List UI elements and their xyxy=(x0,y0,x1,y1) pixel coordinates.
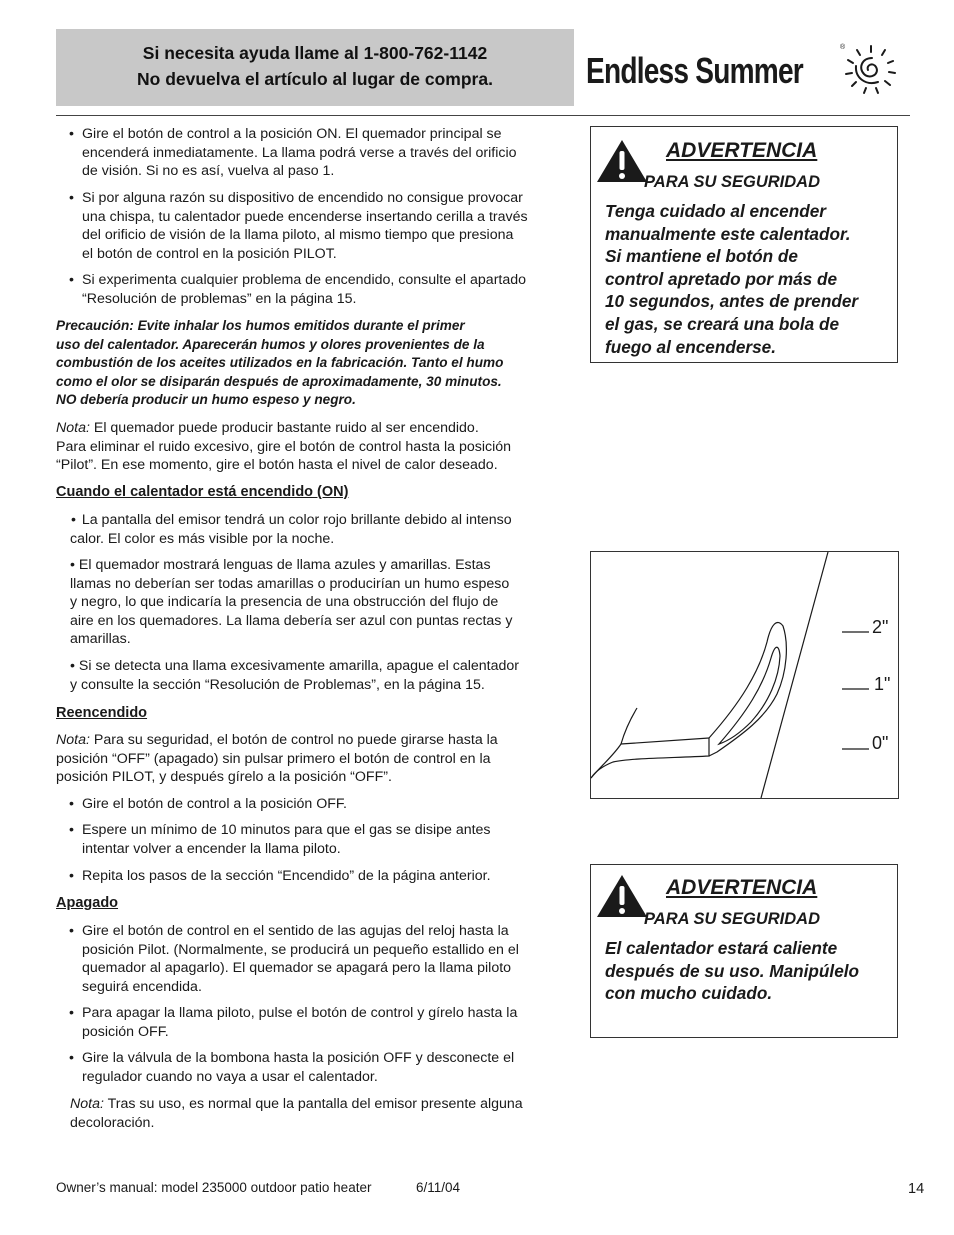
scale-label-0: 0" xyxy=(872,733,889,753)
list-item: • Repita los pasos de la sección “Encendido” de la página anterior. xyxy=(69,868,491,884)
note-paragraph: Nota: Para su seguridad, el botón de control no puede girarse hasta la posición “OFF” (apagado) sin pulsar primero el botón de control en la posición PILOT, y después gírelo a la posición “OFF”. xyxy=(56,732,498,786)
footer-manual-title: Owner’s manual: model 235000 outdoor patio heater xyxy=(56,1180,372,1195)
brand-logo-text: Endless Summer xyxy=(586,50,803,91)
warning-title: ADVERTENCIA xyxy=(666,139,818,162)
list-item: • Gire el botón de control en el sentido de las agujas del reloj hasta la posición Pilot. (Normalmente, se producirá un pequeño estallido en el quemador al apagarlo). El quemador se apagará pero la llama piloto seguirá encendida. xyxy=(69,923,519,995)
list-item: • Gire el botón de control a la posición ON. El quemador principal se encenderá inmediatamente. La llama podrá verse a través del orificio de visión. Si no es así, vuelva al paso 1. xyxy=(69,126,517,180)
list-item: • Si experimenta cualquier problema de encendido, consulte el apartado “Resolución de problemas” en la página 15. xyxy=(69,272,527,307)
section-heading-relight: Reencendido xyxy=(56,705,148,721)
warning-triangle-icon xyxy=(596,874,648,918)
flame-inner-outline xyxy=(719,647,780,744)
scale-label-2: 2" xyxy=(872,617,889,637)
section-heading-on: Cuando el calentador está encendido (ON) xyxy=(56,484,349,500)
footer-date: 6/11/04 xyxy=(416,1180,461,1195)
note-paragraph: Nota: El quemador puede producir bastante ruido al ser encendido. Para eliminar el ruido excesivo, gire el botón de control hasta la posición “Pilot”. En ese momento, gire el botón hasta el nivel de calor deseado. xyxy=(56,420,512,474)
page-number: 14 xyxy=(908,1181,925,1197)
list-item: • La pantalla del emisor tendrá un color rojo brillante debido al intenso calor. El color es más visible por la noche. xyxy=(70,512,512,547)
note-paragraph: Nota: Tras su uso, es normal que la pantalla del emisor presente alguna decoloración. xyxy=(70,1096,523,1131)
return-notice-line: No devuelva el artículo al lugar de compra. xyxy=(137,69,493,89)
list-item: • Si se detecta una llama excesivamente amarilla, apague el calentador y consulte la sección “Resolución de Problemas”, en la página 15. xyxy=(70,658,519,693)
warning-subtitle: PARA SU SEGURIDAD xyxy=(644,910,821,928)
list-item: • El quemador mostrará lenguas de llama azules y amarillas. Estas llamas no deberían ser todas amarillas o producirían un humo espeso y negro, lo que indicaría la presencia de una obstrucción del flujo de aire en los quemadores. La llama debería ser azul con puntas rectas y amarillas. xyxy=(70,557,513,648)
emitter-guide-line xyxy=(761,552,828,798)
warning-body: El calentador estará caliente después de su uso. Manipúlelo con mucho cuidado. xyxy=(605,938,860,1004)
warning-title: ADVERTENCIA xyxy=(666,876,818,899)
header-banner xyxy=(56,29,574,106)
list-item: • Si por alguna razón su dispositivo de encendido no consigue provocar una chispa, tu calentador puede encenderse insertando cerilla a través del orificio de visión de la llama piloto, al mismo tiempo que presiona el botón de control en la posición PILOT. xyxy=(69,190,528,262)
warning-body: Tenga cuidado al encender manualmente este calentador. Si mantiene el botón de control apretado por más de 10 segundos, antes de prender el gas, se creará una bola de fuego al encenderse. xyxy=(605,201,859,357)
scale-label-1: 1" xyxy=(874,674,891,694)
caution-paragraph: Precaución: Evite inhalar los humos emitidos durante el primer uso del calentador. Aparecerán humos y olores provenientes de la combustión de los aceites utilizados en la fabricación. Tanto el humo como el olor se disiparán después de aproximadamente, 30 minutos. NO debería producir un humo espeso y negro. xyxy=(56,318,504,408)
help-phone-line: Si necesita ayuda llame al 1-800-762-1142 xyxy=(142,43,488,63)
list-item: • Para apagar la llama piloto, pulse el botón de control y gírelo hasta la posición OFF. xyxy=(69,1005,518,1040)
registered-mark: ® xyxy=(840,44,846,51)
list-item: • Espere un mínimo de 10 minutos para que el gas se disipe antes intentar volver a encender la llama piloto. xyxy=(69,822,491,857)
header-divider xyxy=(56,115,910,116)
list-item: • Gire la válvula de la bombona hasta la posición OFF y desconecte el regulador cuando no vaya a usar el calentador. xyxy=(69,1050,515,1085)
list-item: • Gire el botón de control a la posición OFF. xyxy=(69,796,347,812)
warning-subtitle: PARA SU SEGURIDAD xyxy=(644,173,821,191)
flame-height-diagram xyxy=(590,551,899,799)
flame-outer-outline xyxy=(709,623,786,756)
warning-triangle-icon xyxy=(596,139,648,183)
warning-box-ignition xyxy=(590,126,898,363)
warning-box-hot xyxy=(590,864,898,1038)
section-heading-off: Apagado xyxy=(56,895,119,911)
sun-logo-icon xyxy=(842,44,900,96)
